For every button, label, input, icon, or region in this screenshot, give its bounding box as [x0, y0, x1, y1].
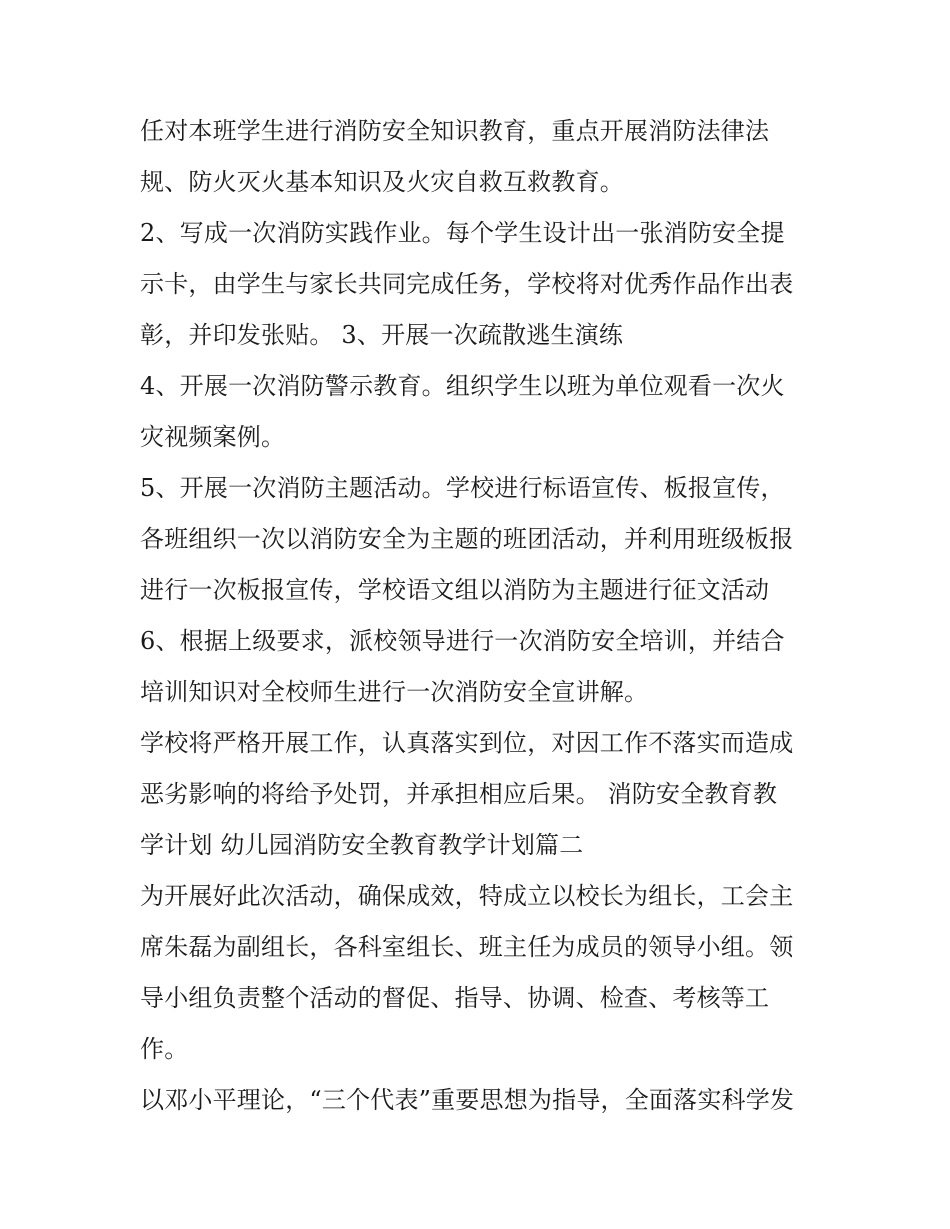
text-line: 为开展好此次活动，确保成效，特成立以校长为组长，工会主	[140, 882, 794, 910]
text-line: 各班组织一次以消防安全为主题的班团活动，并利用班级板报	[140, 525, 794, 553]
text-line: 席朱磊为副组长，各科室组长、班主任为成员的领导小组。领	[140, 933, 794, 961]
text-line: 以邓小平理论，“三个代表”重要思想为指导，全面落实科学发	[140, 1086, 795, 1114]
text-line: 5、开展一次消防主题活动。学校进行标语宣传、板报宣传，	[140, 474, 785, 502]
text-line: 作。	[140, 1035, 189, 1063]
text-line: 恶劣影响的将给予处罚，并承担相应后果。 消防安全教育教	[140, 780, 778, 808]
text-line: 培训知识对全校师生进行一次消防安全宣讲解。	[140, 678, 649, 706]
text-line: 学校将严格开展工作，认真落实到位，对因工作不落实而造成	[140, 729, 794, 757]
text-line: 2、写成一次消防实践作业。每个学生设计出一张消防安全提	[140, 219, 785, 247]
text-line: 学计划 幼儿园消防安全教育教学计划篇二	[140, 831, 584, 859]
document-body	[140, 106, 820, 1126]
text-line: 示卡，由学生与家长共同完成任务，学校将对优秀作品作出表	[140, 270, 794, 298]
text-line: 进行一次板报宣传，学校语文组以消防为主题进行征文活动	[140, 576, 770, 604]
text-line: 规、防火灭火基本知识及火灾自救互救教育。	[140, 168, 624, 196]
text-line: 灾视频案例。	[140, 423, 286, 451]
text-line: 导小组负责整个活动的督促、指导、协调、检查、考核等工	[140, 984, 770, 1012]
text-line: 6、根据上级要求，派校领导进行一次消防安全培训，并结合	[140, 627, 785, 655]
text-line: 任对本班学生进行消防安全知识教育，重点开展消防法律法	[140, 117, 770, 145]
text-line: 4、开展一次消防警示教育。组织学生以班为单位观看一次火	[140, 372, 785, 400]
text-line: 彰，并印发张贴。 3、开展一次疏散逃生演练	[140, 321, 624, 349]
